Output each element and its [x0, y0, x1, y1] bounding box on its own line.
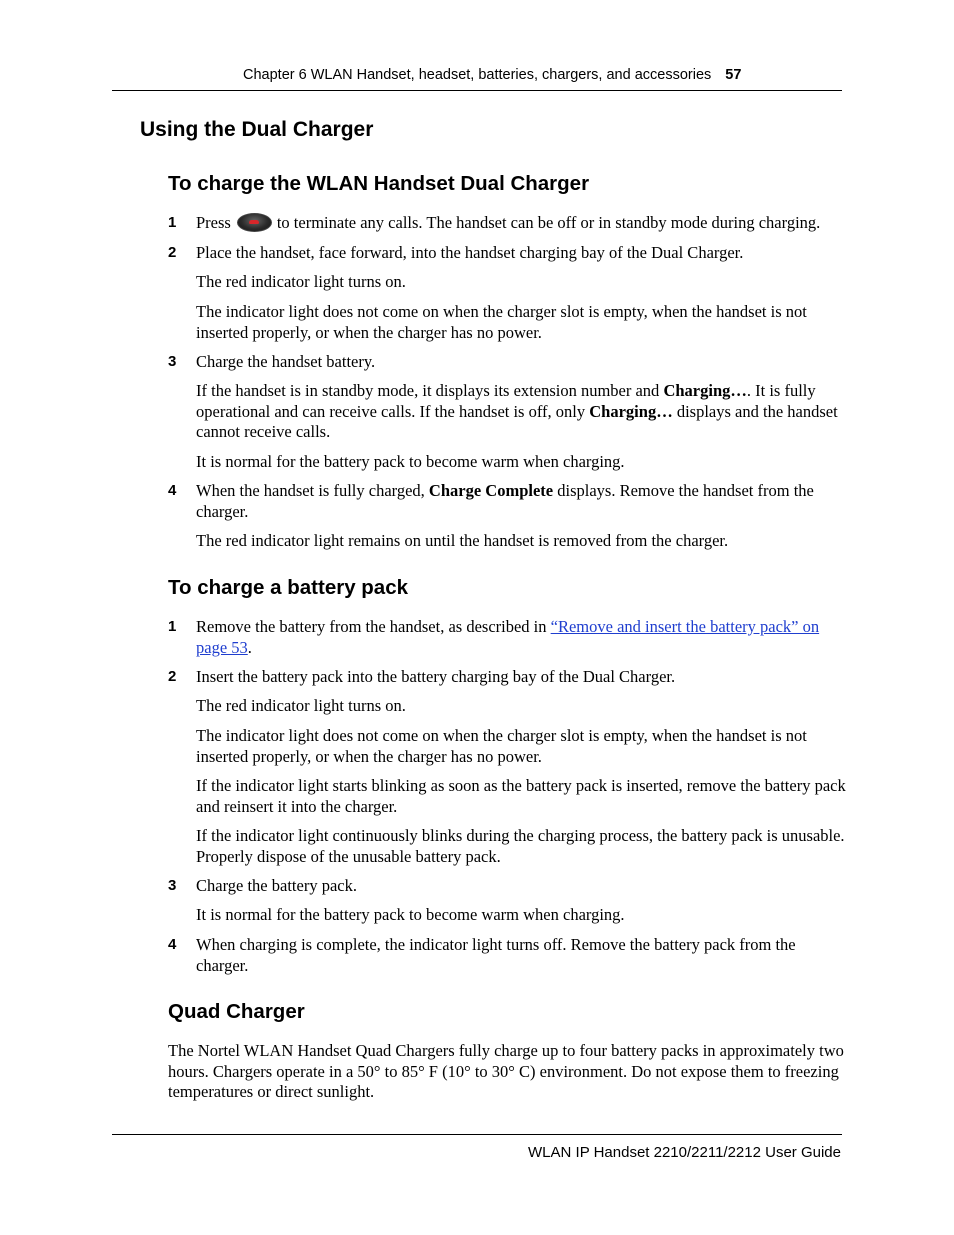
battery-pack-heading: To charge a battery pack [168, 576, 409, 599]
step-number: 2 [168, 244, 177, 261]
battery-step-3: Charge the battery pack. [196, 876, 357, 895]
step-number: 3 [168, 353, 177, 370]
running-header [243, 67, 741, 83]
step-number: 3 [168, 877, 177, 894]
note-warm: It is normal for the battery pack to become warm when charging. [196, 905, 625, 924]
step-number: 4 [168, 482, 177, 499]
note-red-remains: The red indicator light remains on until the handset is removed from the charger. [196, 531, 729, 550]
dual-step-3: Charge the handset battery. [196, 352, 376, 371]
step-number: 1 [168, 214, 177, 231]
note-blink-start: If the indicator light starts blinking as soon as the battery pack is inserted, remove the battery pack and reinsert it into the charger. [196, 776, 846, 816]
note-red-on: The red indicator light turns on. [196, 696, 406, 715]
step-number: 2 [168, 668, 177, 685]
dual-charger-heading: To charge the WLAN Handset Dual Charger [168, 172, 590, 195]
note-blink-continuous: If the indicator light continuously blinks during the charging process, the battery pack is unusable. Properly dispose of the unusable battery pack. [196, 826, 845, 866]
step-text: Press [196, 213, 231, 232]
dual-step-1 [196, 213, 856, 234]
end-call-key-icon [237, 213, 272, 232]
header-rule [112, 90, 842, 91]
step-text: to terminate any calls. The handset can be off or in standby mode during charging. [276, 213, 821, 232]
chapter-title: Chapter 6 WLAN Handset, headset, batteries, chargers, and accessories [243, 67, 712, 83]
note-standby: If the handset is in standby mode, it displays its extension number and Charging…. It is fully operational and can receive calls. If the handset is off, only Charging… displays and the handset cannot receive calls. [196, 381, 838, 441]
dual-step-4: When the handset is fully charged, Charge Complete displays. Remove the handset from the charger. [196, 481, 814, 521]
battery-step-2: Insert the battery pack into the battery charging bay of the Dual Charger. [196, 667, 676, 686]
note-indicator-not-on: The indicator light does not come on when the charger slot is empty, when the handset is not inserted properly, or when the charger has no power. [196, 726, 807, 766]
section-title: Using the Dual Charger [140, 118, 374, 141]
footer-rule [112, 1134, 842, 1135]
note-red-on: The red indicator light turns on. [196, 272, 406, 291]
note-indicator-not-on: The indicator light does not come on when the charger slot is empty, when the handset is not inserted properly, or when the charger has no power. [196, 302, 807, 342]
battery-step-4: When charging is complete, the indicator light turns off. Remove the battery pack from the charger. [196, 935, 796, 975]
battery-pack-page-link[interactable]: “Remove and insert the battery pack” on page 53 [196, 617, 820, 657]
note-warm: It is normal for the battery pack to become warm when charging. [196, 452, 625, 471]
quad-charger-heading: Quad Charger [168, 1000, 305, 1023]
footer-title: WLAN IP Handset 2210/2211/2212 User Guide [528, 1144, 841, 1161]
step-number: 4 [168, 936, 177, 953]
battery-step-1: Remove the battery from the handset, as described in “Remove and insert the battery pack” on page 53. [196, 617, 820, 657]
page-number: 57 [725, 67, 742, 83]
quad-charger-text: The Nortel WLAN Handset Quad Chargers fully charge up to four battery packs in approximately two hours. Chargers operate in a 50° to 85° F (10° to 30° C) environment. Do not expose them to freezing temperatures or direct sunlight. [168, 1041, 844, 1101]
step-number: 1 [168, 618, 177, 635]
dual-step-2: Place the handset, face forward, into the handset charging bay of the Dual Charger. [196, 243, 744, 262]
